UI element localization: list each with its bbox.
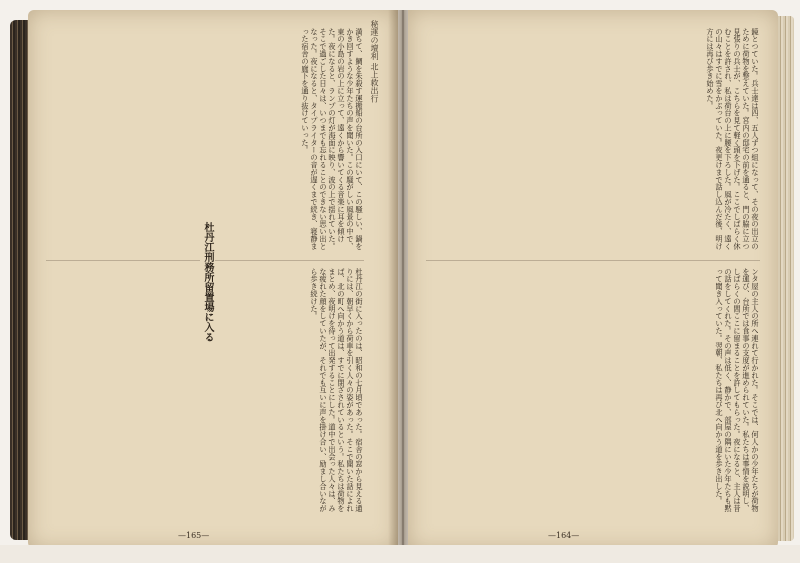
- column-divider: [426, 260, 760, 261]
- section-heading: 杜丹江刑務所留置場に入る: [202, 222, 213, 342]
- table-surface: [0, 545, 800, 563]
- right-page: [408, 10, 778, 550]
- page-number-right: —164—: [548, 531, 580, 540]
- right-page-bottom-column-text: ンタ屋の主人の所へ連れて行かれた。そこでは、何人かの少年たちが荷物を運び、台所では食事の支度が進められていた。私たちは事情を説明し、しばらくの間ここに留まることを許してもらった。夜になると、主人は昔の話をしてくれた。その声は低く、静かで、部屋の隅にいた少年たちも黙って聞き入っていた。翌朝、私たちは再び北へ向かう道を歩き出した。: [715, 268, 760, 513]
- running-head: 秘運の壇利 北上救出行: [370, 20, 379, 103]
- open-book: [28, 10, 780, 553]
- page-number-left: —165—: [178, 531, 210, 540]
- left-page-block-edge: [10, 20, 30, 540]
- left-page: [28, 10, 398, 550]
- right-page-top-column-text: 鏡とつていた。兵士達は四、五人ずつ組になって、その夜の出立のために荷物を整えていた。宮内の邸宅の前を通ると、門の脇に立つ見張りの兵士が、こちらを見て軽く頭を下げた。ここでしばらく休むことを許され、私は荷台の上に腰を下ろした。風が冷たく、遠くの山々はすでに雪をかぶっていた。夜更けまで話し込んだ後、明け方には再び歩き始めた。: [706, 28, 760, 250]
- left-page-top-column-text: 満ちて、鯛を朱殺す運搬船の台所の入口にいて、この騒しい、鍋をかき回すような少年たちの声を聞いた。この騒がしい風景の中で、東の小島の岩の上に立って、遠くから響いてくる音楽に耳を傾けた。夜になると、ランプの灯が海面に映り、波の上で揺れていた。そこで過ごした日々は、いつまでも忘れることのできない思い出となった。夜になると、タイプライターの音が遅くまで続き、寝静まった宿舎の廊下を通り抜けていった。: [301, 28, 364, 250]
- left-page-bottom-column-text: 杜丹江の街に入ったのは、昭和の七月頃であった。宿舎の窓から見える通りには、朝早くから荷車を引く人々の姿があった。そこで聞いた話によれば、北の町へ向かう道は、すでに閉ざされているという。私たちは荷物をまとめ、夜明けを待って出発することにした。道中で出会った人々は、みな疲れた顔をしていたが、それでも互いに声を掛け合い、励まし合いながら歩き続けた。: [310, 268, 364, 513]
- right-page-block-edge: [778, 16, 794, 541]
